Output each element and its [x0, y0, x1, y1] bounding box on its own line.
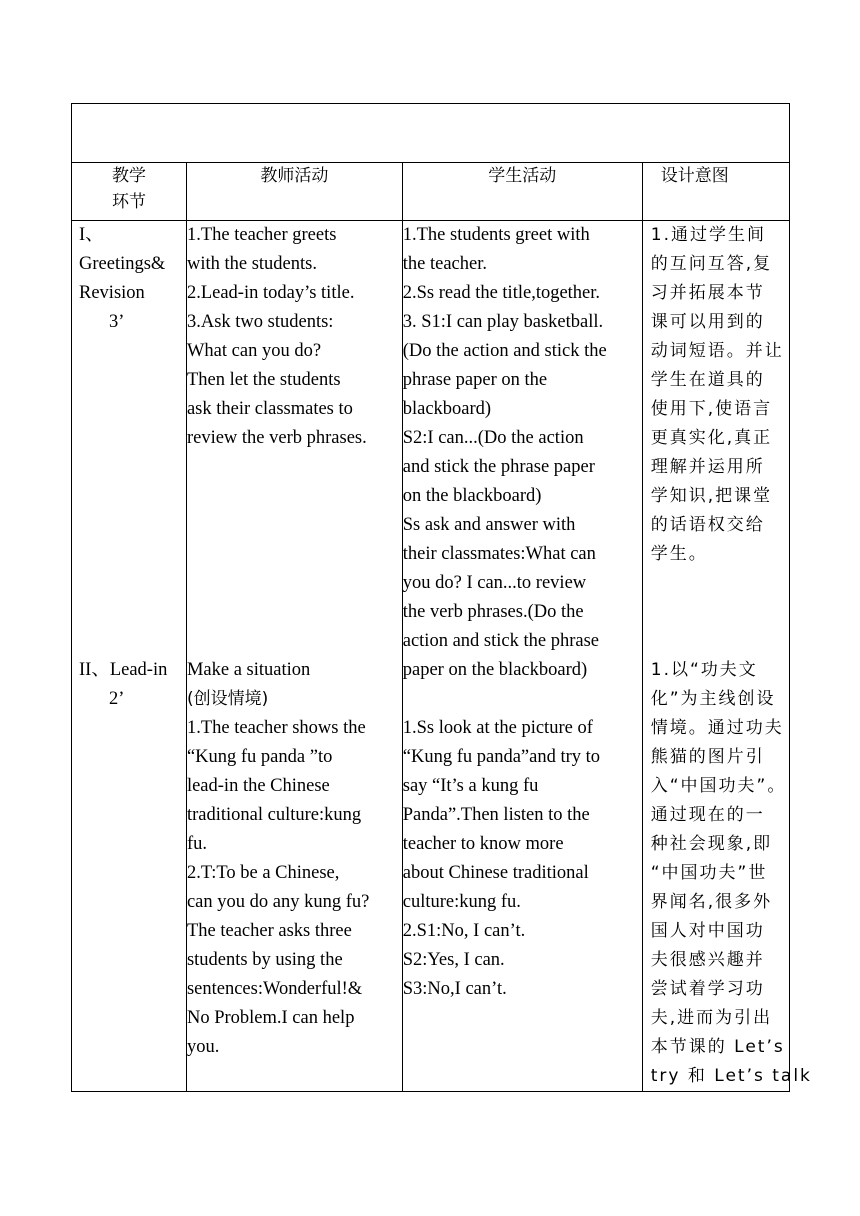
intent-part2-line: try 和 Let’s talk — [650, 1066, 812, 1086]
student-part1-line: S2:I can...(Do the action — [402, 428, 584, 448]
teacher-part2-line: you. — [186, 1037, 220, 1057]
student-part1-line: on the blackboard) — [402, 486, 542, 506]
teacher-part2-line: No Problem.I can help — [186, 1008, 355, 1028]
intent-part2-line: 国人对中国功 — [650, 921, 765, 941]
student-part2-line: 2.S1:No, I can’t. — [402, 921, 526, 941]
intent-part2-line: 通过现在的一 — [650, 805, 765, 825]
intent-part1-line: 课可以用到的 — [650, 312, 765, 332]
teacher-part2-line: “Kung fu panda ”to — [186, 747, 333, 767]
stage1-time: 3’ — [109, 312, 125, 332]
teacher-part1-line: 1.The teacher greets — [186, 225, 337, 245]
intent-part2-line: 入“中国功夫”。 — [650, 776, 787, 796]
student-part1-line: and stick the phrase paper — [402, 457, 595, 477]
stage1-line3: Revision — [79, 283, 145, 303]
student-part2-line: S2:Yes, I can. — [402, 950, 505, 970]
teacher-part1-line: 3.Ask two students: — [186, 312, 334, 332]
intent-part2-line: 界闻名,很多外 — [650, 892, 773, 912]
student-part1-line: Ss ask and answer with — [402, 515, 576, 535]
intent-part1-line: 理解并运用所 — [650, 457, 765, 477]
stage1-line2: Greetings& — [79, 254, 166, 274]
lesson-plan-table — [71, 103, 812, 1092]
intent-part1-line: 更真实化,真正 — [650, 428, 773, 448]
student-part2 — [403, 714, 642, 1004]
student-part1-line: paper on the blackboard) — [402, 660, 588, 680]
teacher-part2-heading: Make a situation — [186, 660, 311, 680]
header-stage-line1: 教学 — [111, 166, 146, 186]
header-intent: 设计意图 — [642, 163, 789, 221]
student-part1-line: the teacher. — [402, 254, 487, 274]
teacher-part1-line: Then let the students — [186, 370, 341, 390]
student-part2-line: Panda”.Then listen to the — [402, 805, 590, 825]
intent-part2-line: 情境。通过功夫 — [650, 718, 784, 738]
teacher-activity-cell — [186, 221, 402, 1092]
student-part1-line: 2.Ss read the title,together. — [402, 283, 601, 303]
stage-cell — [72, 221, 187, 1092]
teacher-part1-line: with the students. — [186, 254, 317, 274]
teacher-part2-line: students by using the — [186, 950, 343, 970]
student-part1-line: the verb phrases.(Do the — [402, 602, 584, 622]
student-part2-line: 1.Ss look at the picture of — [402, 718, 593, 738]
intent-part2-line: 熊猫的图片引 — [650, 747, 765, 767]
header-student: 学生活动 — [402, 163, 642, 221]
stage2-time: 2’ — [109, 689, 125, 709]
student-part1-line: you do? I can...to review — [402, 573, 587, 593]
teacher-part1 — [187, 221, 402, 453]
intent-part1-line: 学生。 — [650, 544, 708, 564]
student-part2-line: S3:No,I can’t. — [402, 979, 507, 999]
student-part1-line: 1.The students greet with — [402, 225, 590, 245]
teacher-part2-line: 2.T:To be a Chinese, — [186, 863, 340, 883]
teacher-part1-line: ask their classmates to — [186, 399, 353, 419]
teacher-part2-line: The teacher asks three — [186, 921, 352, 941]
student-part1-line: (Do the action and stick the — [402, 341, 607, 361]
intent-part1-line: 学生在道具的 — [650, 370, 765, 390]
intent-part1-line: 动词短语。并让 — [650, 341, 784, 361]
intent-part2-line: 夫,进而为引出 — [650, 1008, 773, 1028]
header-teacher: 教师活动 — [186, 163, 402, 221]
student-part1-line: their classmates:What can — [402, 544, 596, 564]
teacher-part2-line: 1.The teacher shows the — [186, 718, 366, 738]
header-stage — [72, 163, 187, 221]
student-part2-line: culture:kung fu. — [402, 892, 521, 912]
teacher-part1-line: What can you do? — [186, 341, 322, 361]
student-part2-line: “Kung fu panda”and try to — [402, 747, 601, 767]
intent-part2-line: 化”为主线创设 — [650, 689, 776, 709]
intent-part1-line: 使用下,使语言 — [650, 399, 773, 419]
student-part1-line: phrase paper on the — [402, 370, 548, 390]
intent-part2-line: 尝试着学习功 — [650, 979, 765, 999]
teacher-part2-heading-cn: (创设情境) — [186, 689, 269, 709]
header-stage-line2: 环节 — [111, 192, 146, 212]
teacher-part1-line: 2.Lead-in today’s title. — [186, 283, 355, 303]
student-part2-line: say “It’s a kung fu — [402, 776, 539, 796]
student-activity-cell — [402, 221, 642, 1092]
intent-part2-line: 1.以“功夫文 — [650, 660, 758, 680]
intent-part1 — [651, 221, 789, 569]
teacher-part2-line: fu. — [186, 834, 207, 854]
student-part1-line: blackboard) — [402, 399, 492, 419]
design-intent-cell — [642, 221, 812, 1092]
content-row — [72, 221, 790, 1092]
student-part1 — [403, 221, 642, 685]
intent-part2-line: 种社会现象,即 — [650, 834, 773, 854]
student-part1-line: action and stick the phrase — [402, 631, 599, 651]
teacher-part1-line: review the verb phrases. — [186, 428, 367, 448]
intent-part2-line: 夫很感兴趣并 — [650, 950, 765, 970]
title-cell — [72, 104, 790, 163]
intent-part2-line: 本节课的 Let’s — [650, 1037, 785, 1057]
teacher-part2-line: can you do any kung fu? — [186, 892, 370, 912]
teacher-part2-line: lead-in the Chinese — [186, 776, 330, 796]
intent-part1-line: 1.通过学生间 — [650, 225, 766, 245]
intent-part2 — [650, 656, 812, 1091]
student-part2-line: teacher to know more — [402, 834, 564, 854]
intent-part1-line: 的话语权交给 — [650, 515, 765, 535]
intent-part1-line: 的互问互答,复 — [650, 254, 773, 274]
header-row — [72, 163, 790, 221]
teacher-part2 — [187, 714, 402, 1062]
teacher-part2-line: traditional culture:kung — [186, 805, 362, 825]
stage2-label: II、Lead-in — [79, 660, 168, 680]
intent-part2-line: “中国功夫”世 — [650, 863, 768, 883]
student-part2-line: about Chinese traditional — [402, 863, 589, 883]
stage1-line1: I、 — [79, 225, 104, 245]
title-row — [72, 104, 790, 163]
intent-part1-line: 学知识,把课堂 — [650, 486, 773, 506]
teacher-part2-line: sentences:Wonderful!& — [186, 979, 363, 999]
student-part1-line: 3. S1:I can play basketball. — [402, 312, 604, 332]
intent-part1-line: 习并拓展本节 — [650, 283, 765, 303]
